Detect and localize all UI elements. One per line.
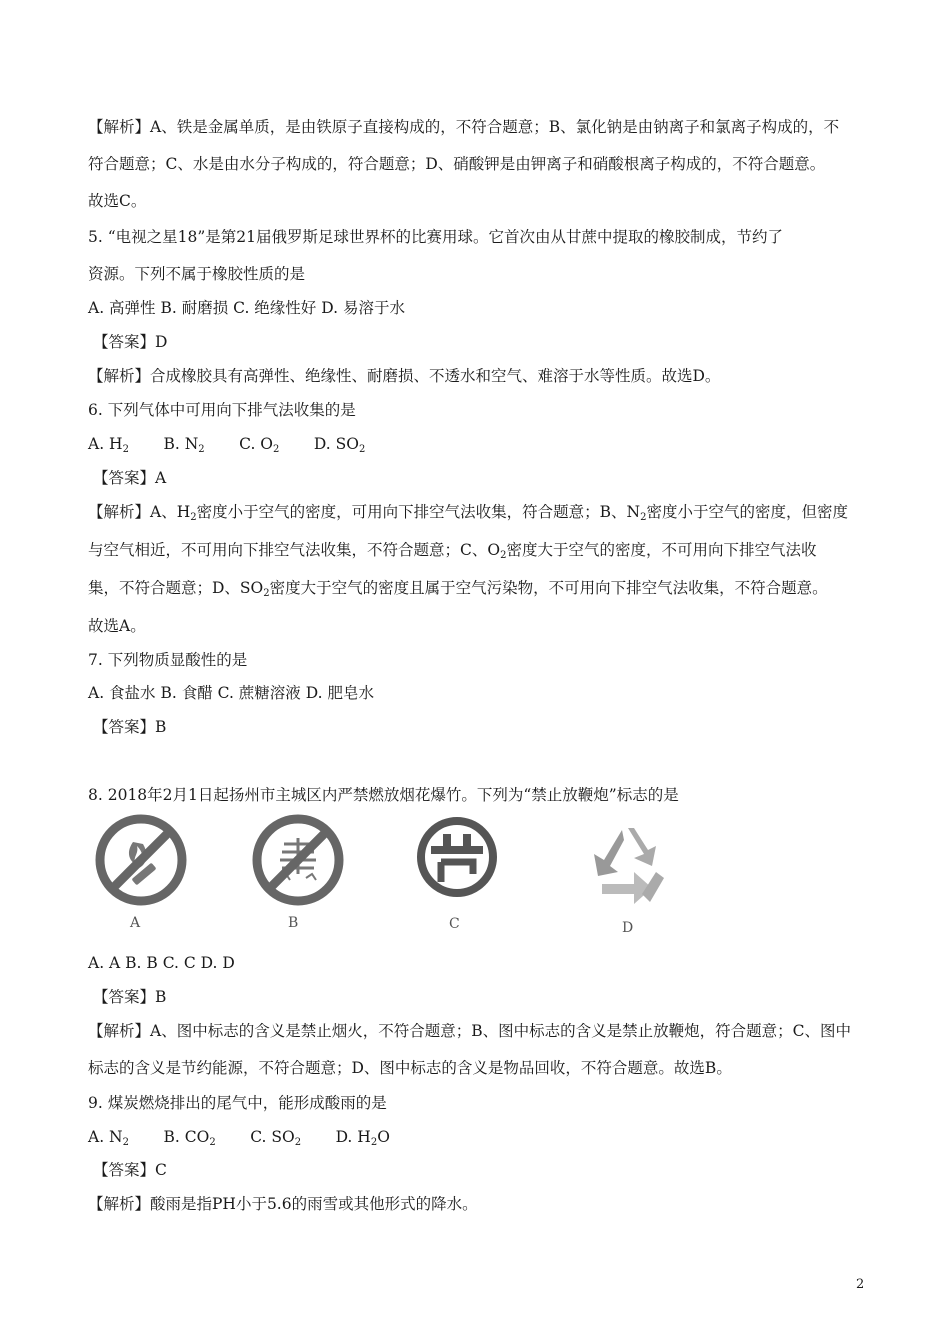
q7-options: A. 食盐水 B. 食醋 C. 蔗糖溶液 D. 肥皂水 — [88, 684, 374, 702]
no-firecracker-sign-icon — [250, 812, 346, 908]
q9-options — [88, 1127, 390, 1153]
fig-label-b: B — [288, 915, 299, 931]
q9-stem: 9. 煤炭燃烧排出的尾气中，能形成酸雨的是 — [88, 1094, 387, 1112]
fig-label-d: D — [622, 920, 634, 936]
q6-explanation-line-2: 与空气相近，不可用向下排空气法收集，不符合题意；C、$O_2$密度大于空气的密度，不可用向下排空气法收 — [88, 541, 817, 561]
q6-explanation-line-1: 【解析】A、$H_2$密度小于空气的密度，可用向下排空气法收集，符合题意；B、$N_2$密度小于空气的密度，但密度 — [88, 503, 848, 523]
q6-options — [88, 434, 365, 460]
q6-option-c: C. $O_2$ — [239, 435, 280, 455]
q4-explanation-line-2: 符合题意；C、水是由水分子构成的，符合题意；D、硝酸钾是由钾离子和硝酸根离子构成的，不符合题意。 — [88, 155, 826, 173]
q4-explanation-line-3: 故选C。 — [88, 192, 147, 210]
q5-options: A. 高弹性 B. 耐磨损 C. 绝缘性好 D. 易溶于水 — [88, 299, 405, 317]
q8-stem: 8. 2018年2月1日起扬州市主城区内严禁燃放烟花爆竹。下列为“禁止放鞭炮”标志的是 — [88, 786, 679, 804]
q9-answer: 【答案】C — [93, 1161, 167, 1179]
page-number: 2 — [856, 1277, 865, 1292]
q9-option-a: A. $N_2$ — [88, 1128, 129, 1148]
fig-label-c: C — [449, 916, 460, 932]
q5-answer: 【答案】D — [93, 333, 168, 351]
q8-answer: 【答案】B — [93, 988, 167, 1006]
q6-option-d: D. $SO_2$ — [313, 435, 366, 455]
q6-explanation-line-3: 集，不符合题意；D、$SO_2$密度大于空气的密度且属于空气污染物，不可用向下排空气法收集，不符合题意。 — [88, 579, 828, 599]
energy-saving-sign-icon — [415, 812, 499, 902]
q8-options: A. A B. B C. C D. D — [88, 954, 235, 972]
recycle-sign-icon — [582, 822, 674, 914]
q7-answer: 【答案】B — [93, 718, 167, 736]
no-fire-sign-icon — [93, 812, 189, 908]
q6-option-b: B. $N_2$ — [163, 435, 205, 455]
q5-explanation: 【解析】合成橡胶具有高弹性、绝缘性、耐磨损、不透水和空气、难溶于水等性质。故选D。 — [88, 367, 721, 385]
q6-option-a: A. $H_2$ — [88, 435, 129, 455]
q5-stem-line-1: 5. “电视之星18”是第21届俄罗斯足球世界杯的比赛用球。它首次由从甘蔗中提取的橡胶制成，节约了 — [88, 228, 784, 246]
q9-option-c: C. $SO_2$ — [250, 1128, 302, 1148]
q9-option-b: B. $CO_2$ — [163, 1128, 216, 1148]
q9-option-d: D. $H_2O$ — [335, 1128, 390, 1148]
q6-answer: 【答案】A — [93, 469, 167, 487]
q8-explanation-line-1: 【解析】A、图中标志的含义是禁止烟火，不符合题意；B、图中标志的含义是禁止放鞭炮，符合题意；C、图中 — [88, 1022, 851, 1040]
fig-label-a: A — [130, 915, 141, 931]
q7-stem: 7. 下列物质显酸性的是 — [88, 651, 248, 669]
q6-explanation-line-4: 故选A。 — [88, 617, 146, 635]
q6-stem: 6. 下列气体中可用向下排气法收集的是 — [88, 401, 356, 419]
q8-explanation-line-2: 标志的含义是节约能源，不符合题意；D、图中标志的含义是物品回收，不符合题意。故选B。 — [88, 1059, 732, 1077]
q4-explanation-line-1: 【解析】A、铁是金属单质，是由铁原子直接构成的，不符合题意；B、氯化钠是由钠离子和氯离子构成的，不 — [88, 118, 840, 136]
q8-sign-figures — [85, 812, 705, 942]
q9-explanation: 【解析】酸雨是指PH小于5.6的雨雪或其他形式的降水。 — [88, 1195, 478, 1213]
q5-stem-line-2: 资源。下列不属于橡胶性质的是 — [88, 265, 306, 283]
